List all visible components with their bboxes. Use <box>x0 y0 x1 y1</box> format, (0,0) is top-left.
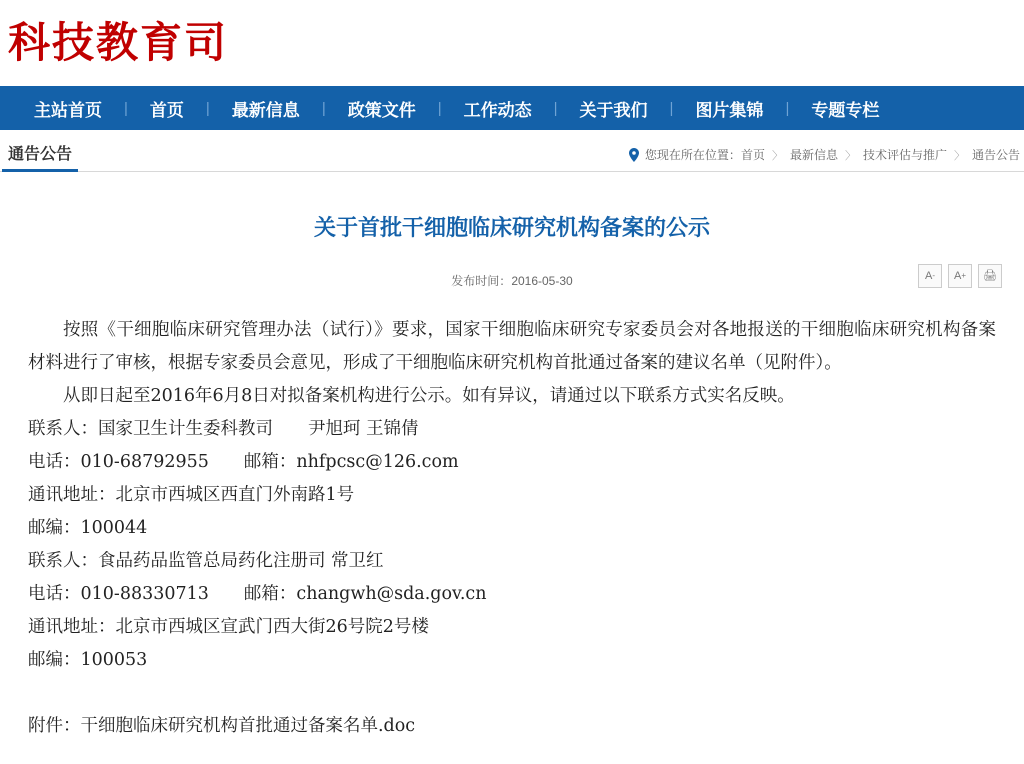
breadcrumb-item-tech-assessment[interactable]: 技术评估与推广 <box>862 148 947 162</box>
article-paragraph: 联系人：国家卫生计生委科教司 尹旭珂 王锦倩 <box>28 419 419 439</box>
article-paragraph: 从即日起至2016年6月8日对拟备案机构进行公示。如有异议，请通过以下联系方式实名反映。 <box>63 386 795 406</box>
article <box>0 214 1024 743</box>
column-title: 通告公告 <box>2 145 78 172</box>
publish-time-label: 发布时间： <box>451 274 512 288</box>
article-paragraph: 电话：010-88330713 邮箱：changwh@sda.gov.cn <box>28 584 487 604</box>
page-title: 关于首批干细胞临床研究机构备案的公示 <box>313 216 710 241</box>
breadcrumb-item-announcements[interactable]: 通告公告 <box>971 148 1020 162</box>
nav-item-latest-news[interactable]: 最新信息 <box>231 100 300 120</box>
site-logo: 科技教育司 <box>8 18 229 67</box>
article-paragraph: 电话：010-68792955 邮箱：nhfpcsc@126.com <box>28 452 459 472</box>
article-paragraph: 联系人：食品药品监管总局药化注册司 常卫红 <box>28 551 384 571</box>
nav-separator: | <box>205 99 210 117</box>
breadcrumb-prefix: 您现在所在位置： <box>644 148 741 162</box>
print-icon[interactable]: 🖨 <box>978 264 1002 288</box>
article-tools <box>918 264 1002 288</box>
publish-time-value: 2016-05-30 <box>511 274 573 288</box>
nav-separator: | <box>124 99 128 117</box>
article-paragraph: 按照《干细胞临床研究管理办法（试行）》要求，国家干细胞临床研究专家委员会对各地报送的干细胞临床研究机构备案材料进行了审核，根据专家委员会意见，形成了干细胞临床研究机构首批通过备案的建议名单（见附件）。 <box>28 320 996 373</box>
font-decrease-button[interactable] <box>918 264 942 288</box>
nav-separator: | <box>553 99 558 117</box>
nav-separator: | <box>785 99 790 117</box>
nav-item-home[interactable]: 首页 <box>149 100 184 120</box>
nav-item-main-home[interactable]: 主站首页 <box>34 100 102 120</box>
breadcrumb-separator: 〉 <box>953 149 965 162</box>
breadcrumb-item-latest-news[interactable]: 最新信息 <box>789 148 838 162</box>
breadcrumb <box>628 146 1020 171</box>
font-decrease-sup: - <box>932 271 935 280</box>
article-meta <box>22 264 1002 298</box>
nav-item-work-updates[interactable]: 工作动态 <box>463 100 532 120</box>
nav-item-special-columns[interactable]: 专题专栏 <box>811 100 880 120</box>
main-navigation <box>0 86 1024 130</box>
publish-time <box>22 264 1002 298</box>
article-body <box>22 314 1002 743</box>
column-subbar <box>0 130 1024 172</box>
font-decrease-label: A <box>924 269 933 282</box>
nav-separator: | <box>437 99 442 117</box>
article-paragraph: 邮编：100053 <box>28 650 148 670</box>
nav-separator: | <box>669 99 674 117</box>
font-increase-button[interactable] <box>948 264 972 288</box>
font-increase-label: A <box>953 269 962 282</box>
attachment-link[interactable]: 附件：干细胞临床研究机构首批通过备案名单.doc <box>28 716 416 736</box>
article-paragraph: 邮编：100044 <box>28 518 148 538</box>
breadcrumb-item-home[interactable]: 首页 <box>740 148 765 162</box>
article-paragraph: 通讯地址：北京市西城区西直门外南路1号 <box>28 485 355 505</box>
font-increase-sup: + <box>961 271 966 280</box>
article-paragraph: 通讯地址：北京市西城区宣武门西大街26号院2号楼 <box>28 617 429 637</box>
location-pin-icon <box>628 148 640 162</box>
nav-item-photo-gallery[interactable]: 图片集锦 <box>695 100 764 120</box>
paragraph-spacer <box>28 677 996 710</box>
breadcrumb-separator: 〉 <box>771 149 783 162</box>
nav-item-about-us[interactable]: 关于我们 <box>579 100 648 120</box>
site-header <box>0 0 1024 86</box>
nav-separator: | <box>321 99 326 117</box>
nav-item-policy-documents[interactable]: 政策文件 <box>347 100 416 120</box>
breadcrumb-separator: 〉 <box>844 149 856 162</box>
